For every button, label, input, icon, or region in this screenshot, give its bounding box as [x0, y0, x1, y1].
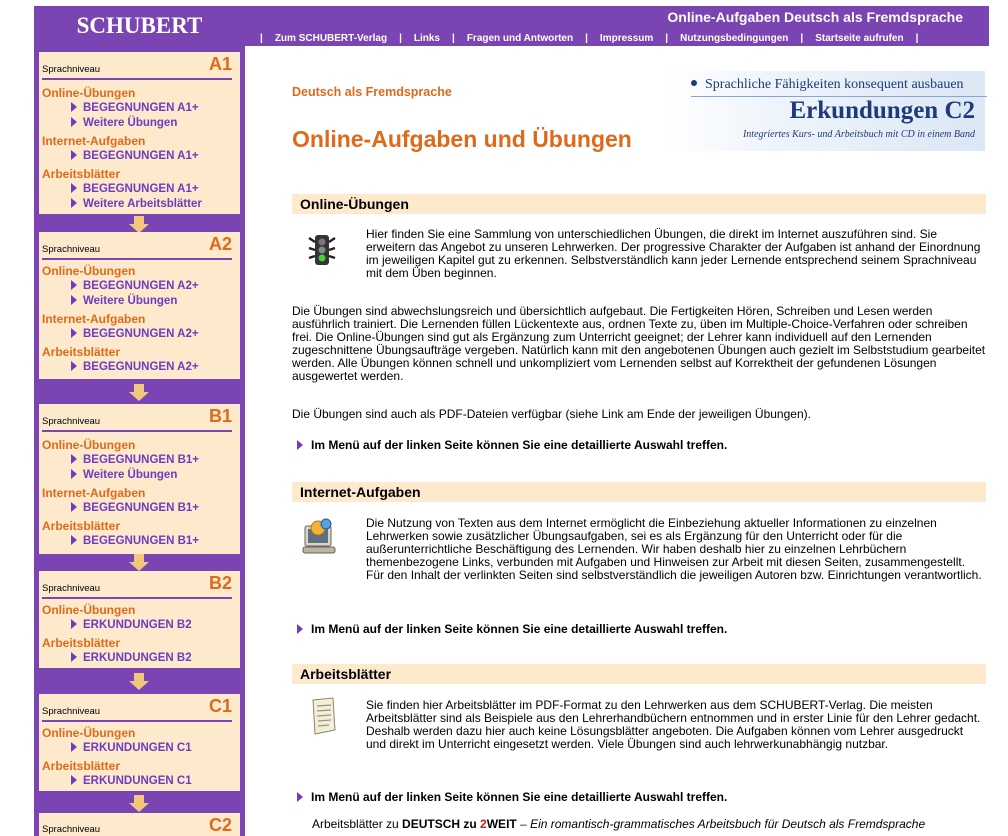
triangle-right-icon	[71, 454, 77, 464]
triangle-right-icon	[71, 280, 77, 290]
level-label: Sprachniveau	[42, 64, 101, 75]
nav-link-terms[interactable]: Nutzungsbedingungen	[680, 33, 789, 44]
section-heading-arbeitsblaetter: Arbeitsblätter	[292, 664, 986, 684]
level-box-b1	[39, 404, 240, 554]
level-code: C2	[208, 815, 232, 835]
category-title[interactable]: Internet-Aufgaben	[42, 312, 146, 326]
sidebar-link[interactable]: Weitere Übungen	[39, 468, 240, 483]
arrow-down-icon	[129, 795, 149, 813]
nav-separator: |	[800, 33, 804, 44]
sidebar-link[interactable]: BEGEGNUNGEN A1+	[39, 149, 240, 164]
sidebar	[34, 46, 245, 836]
triangle-right-icon	[71, 469, 77, 479]
level-code: A2	[208, 234, 232, 254]
category-title[interactable]: Arbeitsblätter	[42, 167, 121, 181]
sidebar-link[interactable]: BEGEGNUNGEN B1+	[39, 534, 240, 549]
section-intro: Sie finden hier Arbeitsblätter im PDF-Format zu den Lehrwerken aus dem SCHUBERT-Verlag. Die meisten Arbeitsblätter sind als Beispiele aus den Lehrerhandbüchern entnommen und in erster Linie für den Lehrer gedacht. Deshalb werden dazu hier auch keine Lösungsblätter angeboten. Die Aufgaben können vom Lehrer ausgedruckt und direkt im Unterricht eingesetzt werden. Viele Übungen sind auch lehrwerkunabhängig nutzbar.	[366, 698, 981, 751]
level-code: A1	[208, 54, 232, 74]
triangle-right-icon	[71, 619, 77, 629]
sidebar-link[interactable]: BEGEGNUNGEN A2+	[39, 360, 240, 375]
section-heading-online: Online-Übungen	[292, 194, 986, 214]
paper-sheet-icon	[307, 696, 339, 739]
category-title[interactable]: Internet-Aufgaben	[42, 134, 146, 148]
nav-separator: |	[585, 33, 588, 44]
main-content	[245, 46, 1008, 836]
level-code: B1	[208, 406, 232, 426]
arrow-down-icon	[129, 384, 149, 402]
arrow-down-icon	[129, 673, 149, 691]
section-pdf-note: Die Übungen sind auch als PDF-Dateien verfügbar (siehe Link am Ende der jeweiligen Übungen).	[292, 407, 811, 421]
triangle-right-icon	[71, 198, 77, 208]
section-body: Die Übungen sind abwechslungsreich und übersichtlich aufgebaut. Die Fertigkeiten Hören, Schreiben und Lesen werden ausführlich trainiert. Die Lernenden füllen Lückentexte aus, ordnen Texte zu, üben im Multiple-Choice-Verfahren oder schreiben frei. Die Online-Übungen sind gut als Ergänzung zum Unterricht geeignet; der Lehrer kann individuell auf den Lernenden zugeschnittene Übungsaufträge vergeben. Natürlich kann mit den angebotenen Übungen auch gezielt im Selbststudium gearbeitet werden. Alle Übungen können schnell und unkompliziert vom Lernenden selbst auf Korrektheit der gefundenen Lösungen ausgewertet werden.	[292, 304, 986, 383]
level-code: B2	[208, 573, 232, 593]
level-box-c2	[39, 813, 240, 836]
category-title[interactable]: Online-Übungen	[42, 603, 136, 617]
sidebar-link[interactable]: BEGEGNUNGEN A2+	[39, 327, 240, 342]
triangle-right-icon	[71, 295, 77, 305]
nav-separator: |	[399, 33, 402, 44]
triangle-right-icon	[71, 150, 77, 160]
section-intro: Hier finden Sie eine Sammlung von unterschiedlichen Übungen, die direkt im Internet auszuführen sind. Sie erweitern das Angebot zu unseren Lehrwerken. Der progressive Charakter der Aufgaben ist anhand der Einordnung im jeweiligen Kapitel gut zu erkennen. Selbstverständlich kann jeder Lernende entsprechend seinem Sprachniveau mit dem Üben beginnen.	[366, 227, 981, 280]
triangle-right-icon	[297, 624, 303, 634]
site-title: Online-Aufgaben Deutsch als Fremdsprache	[667, 9, 963, 25]
sidebar-link[interactable]: Weitere Arbeitsblätter	[39, 197, 240, 212]
page-title: Online-Aufgaben und Übungen	[292, 126, 632, 152]
category-title[interactable]: Arbeitsblätter	[42, 759, 121, 773]
banner-title: Erkundungen C2	[789, 97, 975, 124]
nav-link-faq[interactable]: Fragen und Antworten	[466, 33, 574, 44]
menu-hint-link[interactable]: Im Menü auf der linken Seite können Sie eine detaillierte Auswahl treffen.	[297, 622, 727, 636]
sidebar-link[interactable]: ERKUNDUNGEN C1	[39, 741, 240, 756]
sidebar-link[interactable]: ERKUNDUNGEN B2	[39, 618, 240, 633]
nav-link-links[interactable]: Links	[413, 33, 440, 44]
category-title[interactable]: Online-Übungen	[42, 86, 136, 100]
erkundungen-banner[interactable]	[665, 71, 985, 151]
deutsch-zu-zweit-note: Arbeitsblätter zu DEUTSCH zu 2WEIT – Ein romantisch-grammatisches Arbeitsbuch für Deutsch als Fremdsprache	[312, 818, 926, 831]
triangle-right-icon	[71, 502, 77, 512]
triangle-right-icon	[71, 117, 77, 127]
nav-separator: |	[915, 33, 919, 44]
sidebar-link[interactable]: BEGEGNUNGEN B1+	[39, 453, 240, 468]
triangle-right-icon	[297, 792, 303, 802]
category-title[interactable]: Arbeitsblätter	[42, 345, 121, 359]
level-label: Sprachniveau	[42, 244, 101, 255]
category-title[interactable]: Online-Übungen	[42, 264, 136, 278]
level-label: Sprachniveau	[42, 824, 101, 835]
level-box-b2	[39, 571, 240, 668]
sidebar-link[interactable]: BEGEGNUNGEN A2+	[39, 279, 240, 294]
nav-separator: |	[260, 33, 263, 44]
triangle-right-icon	[71, 652, 77, 662]
traffic-light-icon	[305, 232, 339, 271]
level-box-a1	[39, 52, 240, 214]
banner-tagline: Sprachliche Fähigkeiten konsequent ausbauen	[691, 77, 964, 93]
nav-separator: |	[665, 33, 669, 44]
category-title[interactable]: Arbeitsblätter	[42, 636, 121, 650]
nav-link-home[interactable]: Startseite aufrufen	[815, 33, 904, 44]
triangle-right-icon	[71, 535, 77, 545]
menu-hint-link[interactable]: Im Menü auf der linken Seite können Sie eine detaillierte Auswahl treffen.	[297, 790, 727, 804]
sidebar-link[interactable]: Weitere Übungen	[39, 294, 240, 309]
nav-separator: |	[452, 33, 455, 44]
category-title[interactable]: Arbeitsblätter	[42, 519, 121, 533]
level-label: Sprachniveau	[42, 416, 101, 427]
sidebar-link[interactable]: Weitere Übungen	[39, 116, 240, 131]
sidebar-link[interactable]: ERKUNDUNGEN C1	[39, 774, 240, 789]
triangle-right-icon	[71, 328, 77, 338]
category-title[interactable]: Internet-Aufgaben	[42, 486, 146, 500]
section-intro: Die Nutzung von Texten aus dem Internet ermöglicht die Einbeziehung aktueller Informationen zu einzelnen Lehrwerken sowie zusätzlicher Übungsaufgaben, sei es als Ergänzung für den Unterricht oder für die außerunterrichtliche Beschäftigung des Lernenden. Wir haben deshalb hier zu einzelnen Lehrbüchern themenbezogene Links, verbunden mit Aufgaben und Hinweisen zur Arbeit mit diesen Seiten, zusammengestellt. Für den Inhalt der verlinkten Seiten sind selbstverständlich die jeweiligen Autoren bzw. Einrichtungen verantwortlich.	[366, 516, 982, 582]
triangle-right-icon	[71, 183, 77, 193]
sidebar-link[interactable]: ERKUNDUNGEN B2	[39, 651, 240, 666]
level-box-a2	[39, 232, 240, 379]
book-title-link[interactable]: DEUTSCH zu 2WEIT	[402, 818, 517, 831]
level-label: Sprachniveau	[42, 706, 101, 717]
sidebar-link[interactable]: BEGEGNUNGEN B1+	[39, 501, 240, 516]
nav-link-verlag[interactable]: Zum SCHUBERT-Verlag	[274, 33, 388, 44]
triangle-right-icon	[71, 775, 77, 785]
triangle-right-icon	[71, 742, 77, 752]
triangle-right-icon	[71, 102, 77, 112]
computer-globe-icon	[301, 518, 341, 559]
triangle-right-icon	[71, 361, 77, 371]
level-code: C1	[208, 696, 232, 716]
triangle-right-icon	[297, 440, 303, 450]
bullet-icon	[691, 80, 697, 86]
sidebar-link[interactable]: BEGEGNUNGEN A1+	[39, 101, 240, 116]
site-logo[interactable]: SCHUBERT	[76, 13, 203, 38]
banner-subtitle: Integriertes Kurs- und Arbeitsbuch mit CD in einem Band	[742, 129, 975, 140]
menu-hint-link[interactable]: Im Menü auf der linken Seite können Sie eine detaillierte Auswahl treffen.	[297, 438, 727, 452]
sidebar-link[interactable]: BEGEGNUNGEN A1+	[39, 182, 240, 197]
category-title[interactable]: Online-Übungen	[42, 438, 136, 452]
top-nav	[248, 33, 930, 46]
arrow-down-icon	[129, 554, 149, 572]
level-label: Sprachniveau	[42, 583, 101, 594]
section-heading-internet: Internet-Aufgaben	[292, 482, 986, 502]
page-subtitle: Deutsch als Fremdsprache	[292, 85, 452, 99]
header-bar	[34, 6, 989, 46]
level-box-c1	[39, 694, 240, 791]
category-title[interactable]: Online-Übungen	[42, 726, 136, 740]
nav-link-impressum[interactable]: Impressum	[599, 33, 654, 44]
